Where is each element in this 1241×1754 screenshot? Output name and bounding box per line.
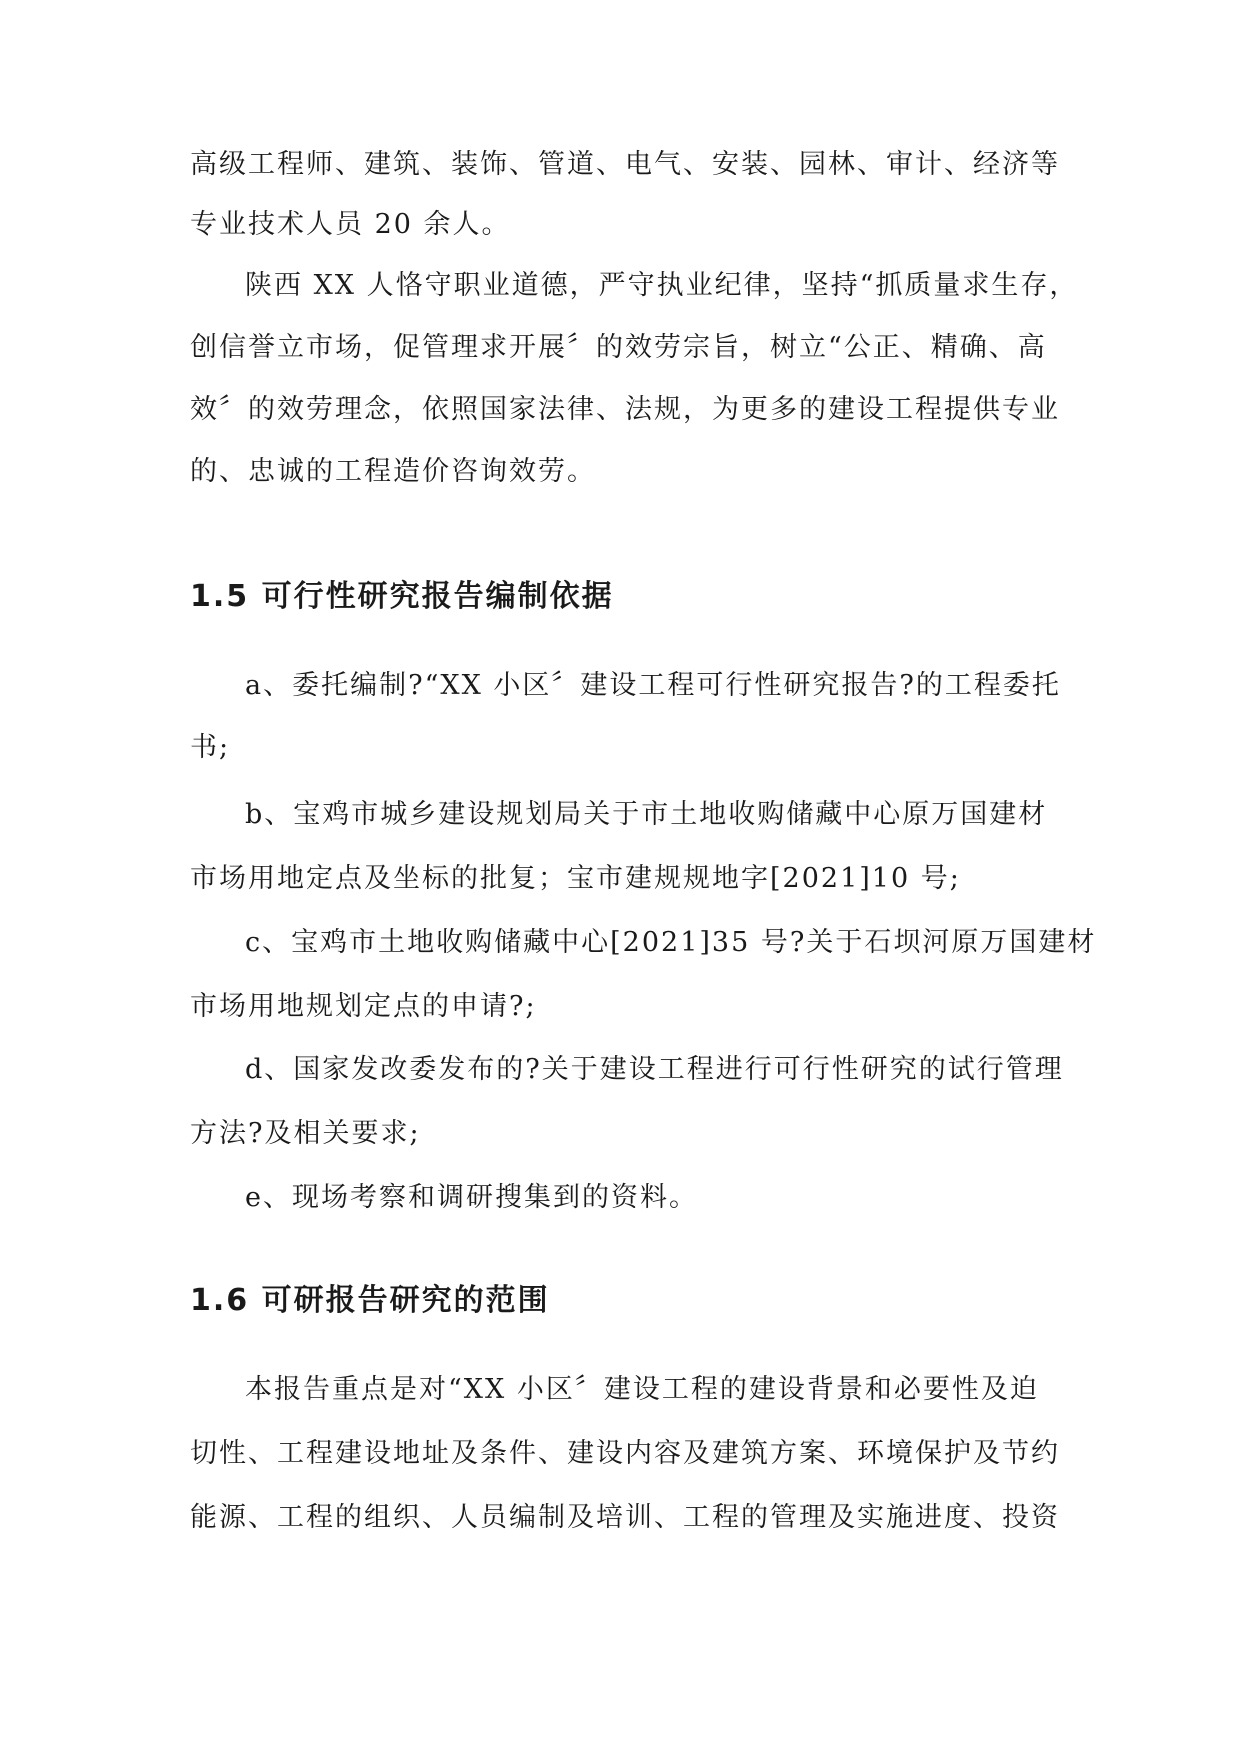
list-item-e: e、现场考察和调研搜集到的资料。	[245, 1182, 698, 1213]
list-item-a-cont: 书;	[190, 732, 231, 763]
body-text-line: 高级工程师、建筑、装饰、管道、电气、安装、园林、审计、经济等	[190, 149, 1060, 180]
body-text-line: 切性、工程建设地址及条件、建设内容及建筑方案、环境保护及节约	[190, 1438, 1060, 1469]
body-text-line: 能源、工程的组织、人员编制及培训、工程的管理及实施进度、投资	[190, 1502, 1060, 1533]
list-item-b-cont: 市场用地定点及坐标的批复；宝市建规规地字[2021]10 号;	[190, 863, 961, 894]
body-text-line: 陕西 XX 人恪守职业道德，严守执业纪律，坚持“抓质量求生存，	[245, 270, 1079, 301]
list-item-d-cont: 方法?及相关要求;	[190, 1118, 421, 1149]
body-text-line: 效〞的效劳理念，依照国家法律、法规，为更多的建设工程提供专业	[190, 394, 1060, 425]
list-item-b: b、宝鸡市城乡建设规划局关于市土地收购储藏中心原万国建材	[245, 799, 1048, 830]
list-item-a: a、委托编制?“XX 小区〞建设工程可行性研究报告?的工程委托	[245, 670, 1061, 701]
section-heading-1-5: 1.5 可行性研究报告编制依据	[190, 579, 614, 614]
list-item-c: c、宝鸡市土地收购储藏中心[2021]35 号?关于石坝河原万国建材	[245, 927, 1097, 958]
body-text-line: 创信誉立市场，促管理求开展〞的效劳宗旨，树立“公正、精确、高	[190, 332, 1047, 363]
body-text-line: 的、忠诚的工程造价咨询效劳。	[190, 456, 596, 487]
list-item-c-cont: 市场用地规划定点的申请?;	[190, 991, 537, 1022]
body-text-line: 本报告重点是对“XX 小区〞建设工程的建设背景和必要性及迫	[245, 1374, 1039, 1405]
body-text-line: 专业技术人员 20 余人。	[190, 209, 511, 240]
section-heading-1-6: 1.6 可研报告研究的范围	[190, 1283, 550, 1318]
list-item-d: d、国家发改委发布的?关于建设工程进行可行性研究的试行管理	[245, 1054, 1064, 1085]
